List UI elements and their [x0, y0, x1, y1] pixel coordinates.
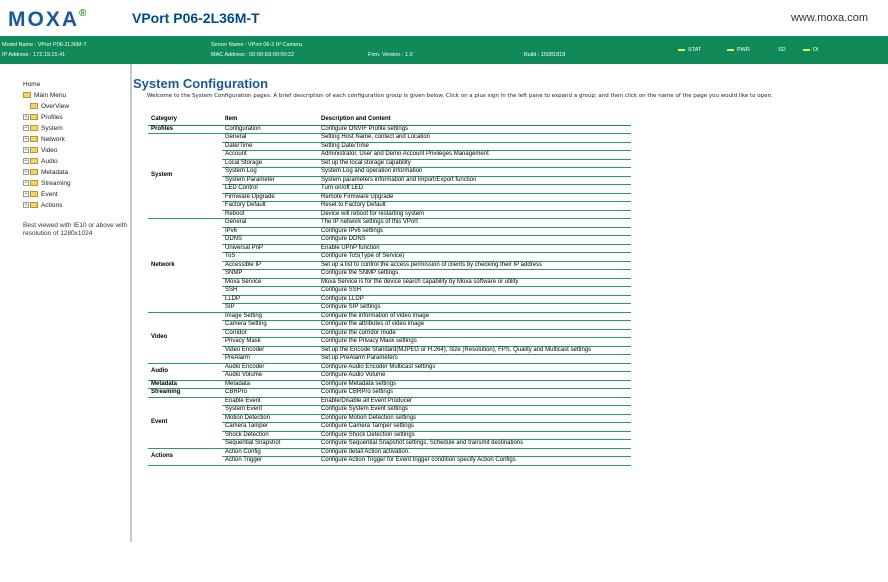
- best-viewed-note: Best viewed with IE10 or above with resolution of 1280x1024: [23, 222, 128, 237]
- item-cell[interactable]: SNMP: [222, 270, 318, 279]
- item-cell[interactable]: Moxa Service: [222, 278, 318, 287]
- description-cell: Configure LLDP: [318, 295, 631, 304]
- description-cell: Configure the corridor mode: [318, 329, 631, 338]
- sidebar: [0, 64, 132, 582]
- category-cell: Profiles: [148, 125, 222, 134]
- item-cell[interactable]: Audio Volume: [222, 372, 318, 381]
- server-name: Server Name : VPort 06-2 IP Camera: [211, 42, 302, 48]
- sidebar-item-profiles[interactable]: + Profiles: [24, 114, 63, 121]
- sidebar-item-event[interactable]: + Event: [24, 191, 58, 198]
- expand-icon[interactable]: +: [24, 158, 28, 165]
- table-row: [148, 448, 631, 457]
- item-cell[interactable]: Account: [222, 151, 318, 160]
- menu-tree: [23, 79, 71, 211]
- folder-icon: [30, 114, 38, 120]
- item-cell[interactable]: LED Control: [222, 185, 318, 194]
- table-header-row: [148, 114, 631, 125]
- description-cell: Enable/Disable all Event Producer: [318, 397, 631, 406]
- item-cell[interactable]: Motion Detection: [222, 414, 318, 423]
- description-cell: Configure SIP settings: [318, 304, 631, 313]
- description-cell: The IP network settings of this VPort: [318, 219, 631, 228]
- item-cell[interactable]: General: [222, 134, 318, 143]
- description-cell: Configure ToS(Type of Service): [318, 253, 631, 262]
- column-header-item: Item: [222, 114, 318, 125]
- description-cell: Configure the SNMP settings: [318, 270, 631, 279]
- mac-address: MAC Address : 00:90:E8:00:00:22: [211, 52, 295, 58]
- description-cell: Configure the attributes of video image: [318, 321, 631, 330]
- folder-icon: [23, 92, 31, 98]
- description-cell: System Log and operation information: [318, 168, 631, 177]
- description-cell: Configure Motion Detection settings: [318, 414, 631, 423]
- description-cell: Configure Audio Volume: [318, 372, 631, 381]
- description-cell: Setting Host Name, contect and Location: [318, 134, 631, 143]
- sidebar-item-overview[interactable]: OverView: [23, 101, 71, 112]
- table-row: [148, 380, 631, 389]
- item-cell[interactable]: Audio Encoder: [222, 363, 318, 372]
- expand-icon[interactable]: +: [24, 136, 28, 143]
- description-cell: Configure CBRPro settings: [318, 389, 631, 398]
- description-cell: Setting Date/Time: [318, 142, 631, 151]
- item-cell[interactable]: LLDP: [222, 295, 318, 304]
- folder-icon: [30, 136, 38, 142]
- item-cell[interactable]: IPv6: [222, 227, 318, 236]
- table-row: [148, 125, 631, 134]
- item-cell[interactable]: General: [222, 219, 318, 228]
- description-cell: Configure ONVIF Profile settings: [318, 125, 631, 134]
- description-cell: Configure DDNS: [318, 236, 631, 245]
- item-cell[interactable]: Privacy Mask: [222, 338, 318, 347]
- item-cell[interactable]: CBRPro: [222, 389, 318, 398]
- item-cell[interactable]: Factory Default: [222, 202, 318, 211]
- expand-icon[interactable]: +: [24, 191, 28, 198]
- table-row: [148, 312, 631, 321]
- expand-icon[interactable]: +: [24, 169, 28, 176]
- item-cell[interactable]: SIP: [222, 304, 318, 313]
- led-stat: STAT: [678, 47, 701, 53]
- item-cell[interactable]: Shock Detection: [222, 431, 318, 440]
- led-di-indicator: [803, 49, 810, 51]
- expand-icon[interactable]: +: [24, 147, 28, 154]
- category-cell: Metadata: [148, 380, 222, 389]
- led-pwr: PWR: [727, 47, 750, 53]
- ip-address: IP Address : 172.19.15.41: [2, 52, 66, 58]
- description-cell: Set up the local storage capability: [318, 159, 631, 168]
- table-row: [148, 219, 631, 228]
- description-cell: Configure Shock Detection settings: [318, 431, 631, 440]
- description-cell: Configure the Privacy Mask settings: [318, 338, 631, 347]
- led-pwr-indicator: [727, 49, 734, 51]
- category-cell: Streaming: [148, 389, 222, 398]
- folder-icon: [30, 191, 38, 197]
- description-cell: Set up PreAlarm Parameters: [318, 355, 631, 364]
- item-cell[interactable]: System Log: [222, 168, 318, 177]
- description-cell: Set up a list to control the access permission of clients by checking their IP address: [318, 261, 631, 270]
- item-cell[interactable]: DDNS: [222, 236, 318, 245]
- item-cell[interactable]: Enable Event: [222, 397, 318, 406]
- led-di: DI: [803, 47, 819, 53]
- description-cell: Configure Camera Tamper settings: [318, 423, 631, 432]
- table-row: [148, 363, 631, 372]
- item-cell[interactable]: Universal PnP: [222, 244, 318, 253]
- item-cell[interactable]: Camera Setting: [222, 321, 318, 330]
- item-cell[interactable]: Image Setting: [222, 312, 318, 321]
- led-sd: SD: [778, 47, 786, 53]
- table-row: [148, 397, 631, 406]
- sidebar-item-metadata[interactable]: + Metadata: [24, 169, 69, 176]
- description-cell: Configure IPv6 settings: [318, 227, 631, 236]
- description-cell: Device will reboot for restarting system: [318, 210, 631, 219]
- item-cell[interactable]: Firmware Upgrade: [222, 193, 318, 202]
- category-cell: Actions: [148, 448, 222, 465]
- item-cell[interactable]: Camera Tamper: [222, 423, 318, 432]
- item-cell[interactable]: PreAlarm: [222, 355, 318, 364]
- column-header-category: Category: [148, 114, 222, 125]
- folder-icon: [30, 169, 38, 175]
- description-cell: Configure System Event settings: [318, 406, 631, 415]
- folder-icon: [30, 125, 38, 131]
- description-cell: Configure SSH: [318, 287, 631, 296]
- build-number: Build : 15081818: [524, 52, 566, 58]
- description-cell: System parameters information and Import/Export function: [318, 176, 631, 185]
- item-cell[interactable]: Accessible IP: [222, 261, 318, 270]
- main-content: [133, 76, 883, 99]
- sidebar-item-actions[interactable]: + Actions: [24, 202, 63, 209]
- sidebar-item-video[interactable]: + Video: [24, 147, 58, 154]
- description-cell: Remote Firmware Upgrade: [318, 193, 631, 202]
- folder-icon: [30, 158, 38, 164]
- folder-icon: [30, 180, 38, 186]
- sidebar-item-streaming[interactable]: + Streaming: [24, 180, 71, 187]
- product-title: VPort P06-2L36M-T: [132, 10, 260, 26]
- header: [0, 0, 888, 36]
- description-cell: Reset to Factory Default: [318, 202, 631, 211]
- config-table: [148, 114, 631, 466]
- item-cell[interactable]: Date/Time: [222, 142, 318, 151]
- table-row: [148, 389, 631, 398]
- sidebar-item-audio[interactable]: + Audio: [24, 158, 58, 165]
- description-cell: Configure Sequential Snapshot settings, Schedule and transmit destinations: [318, 440, 631, 449]
- sidebar-item-system[interactable]: + System: [24, 125, 63, 132]
- page-title: System Configuration: [133, 76, 269, 91]
- expand-icon[interactable]: +: [24, 114, 28, 121]
- item-cell[interactable]: Configuration: [222, 125, 318, 134]
- description-cell: Enable UPnP function: [318, 244, 631, 253]
- moxa-logo[interactable]: MOXA®: [8, 8, 89, 31]
- led-stat-indicator: [678, 49, 685, 51]
- item-cell[interactable]: Metadata: [222, 380, 318, 389]
- item-cell[interactable]: Action Trigger: [222, 457, 318, 466]
- description-cell: Moxa Service is for the device search capability by Moxa software or utility: [318, 278, 631, 287]
- table-row: [148, 134, 631, 143]
- expand-icon[interactable]: +: [24, 202, 28, 209]
- category-cell: System: [148, 134, 222, 219]
- table-body: [148, 125, 631, 465]
- expand-icon[interactable]: +: [24, 180, 28, 187]
- description-cell: Configure Action Trigger for Event trigger condition specify Action Configs: [318, 457, 631, 466]
- intro-text: Welcome to the System Configuration pages. A brief description of each configuration group is given below. Click on a plus sign in the left pane to expand a group; and then click on the name of the page you would like to open.: [147, 93, 773, 99]
- folder-icon: [30, 147, 38, 153]
- description-cell: Administrator, User and Demo Account Privileges Management: [318, 151, 631, 160]
- model-name: Model Name : VPort P06-2L36M-T: [2, 42, 87, 48]
- site-link[interactable]: www.moxa.com: [790, 12, 868, 24]
- device-info-bar: [0, 36, 888, 64]
- item-cell[interactable]: Reboot: [222, 210, 318, 219]
- item-cell[interactable]: Action Config: [222, 448, 318, 457]
- item-cell[interactable]: ToS: [222, 253, 318, 262]
- item-cell[interactable]: System Parameter: [222, 176, 318, 185]
- sidebar-divider: [130, 64, 132, 542]
- category-cell: Network: [148, 219, 222, 313]
- description-cell: Configure Metadata settings: [318, 380, 631, 389]
- firm-version: Firm. Version : 1.0: [368, 52, 413, 58]
- description-cell: Set up the Encode Standard(MJPEG or H.264), Size (Resolution), FPS, Quality and Multicast settings: [318, 346, 631, 355]
- item-cell[interactable]: SSH: [222, 287, 318, 296]
- expand-icon[interactable]: +: [24, 125, 28, 132]
- description-cell: Configure the information of video image: [318, 312, 631, 321]
- category-cell: Audio: [148, 363, 222, 380]
- sidebar-main-menu[interactable]: Main Menu: [23, 90, 71, 101]
- folder-icon: [30, 103, 38, 109]
- item-cell[interactable]: System Event: [222, 406, 318, 415]
- item-cell[interactable]: Sequential Snapshot: [222, 440, 318, 449]
- item-cell[interactable]: Corridor: [222, 329, 318, 338]
- category-cell: Event: [148, 397, 222, 448]
- column-header-description: Description and Content: [318, 114, 631, 125]
- folder-icon: [30, 202, 38, 208]
- description-cell: Turn on/off LED: [318, 185, 631, 194]
- item-cell[interactable]: Video Encoder: [222, 346, 318, 355]
- description-cell: Configure Audio Encoder Multicast settings: [318, 363, 631, 372]
- item-cell[interactable]: Local Storage: [222, 159, 318, 168]
- category-cell: Video: [148, 312, 222, 363]
- description-cell: Configure detail Action activation.: [318, 448, 631, 457]
- sidebar-item-network[interactable]: + Network: [24, 136, 65, 143]
- sidebar-home[interactable]: Home: [23, 81, 41, 88]
